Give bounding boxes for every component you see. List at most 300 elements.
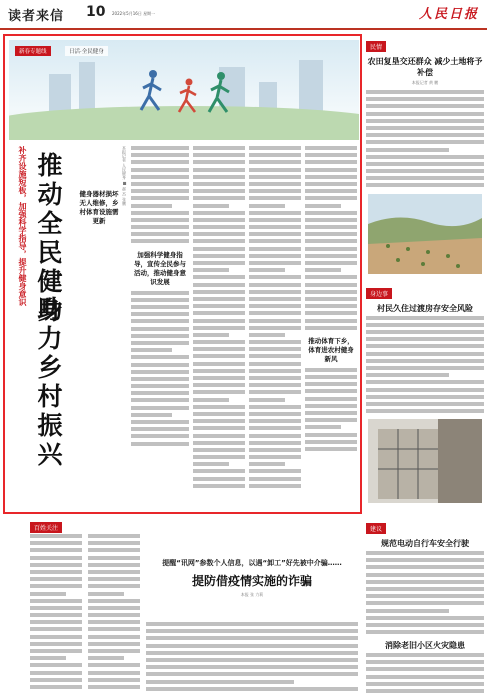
body-text-line [88,649,140,653]
bottom-section [0,518,487,700]
article-column-2 [131,146,189,506]
body-text-line [131,312,189,316]
body-text-line [305,311,357,315]
body-text-line [249,333,285,337]
body-text-line [249,419,301,423]
body-text-line [131,239,189,243]
body-text-line [305,397,357,401]
body-text-line [146,636,358,640]
body-text-line [193,290,245,294]
article-byline: 本报记者 人民健身 ■ 郝 杰 张鹏 [122,146,127,206]
body-text-line [146,680,294,684]
body-text-line [131,232,189,236]
pullquote: 加强科学健身指导，宣传全民参与活动，推动健身意识发展 [134,250,186,286]
body-text-line [249,175,301,179]
body-text-line [249,376,301,380]
feature-headline-block [13,146,69,506]
article-headline[interactable]: 规范电动自行车安全行驶 [381,539,469,548]
body-text-line [366,380,484,384]
body-text-line [249,412,301,416]
body-text-line [88,548,140,552]
body-text-line [88,577,140,581]
body-text-line [305,389,357,393]
body-text-line [88,685,140,689]
body-text-line [30,613,82,617]
article-headline[interactable]: 村民久住过渡房存安全风险 [377,303,473,313]
body-text-line [193,146,245,150]
body-text-line [131,420,189,424]
body-text-line [249,160,301,164]
body-text-line [193,254,245,258]
body-text-line [366,366,484,370]
article-headline[interactable]: 农田复垦交还群众 减少土地将予补偿 [367,57,483,77]
body-text-line [193,369,245,373]
body-text-line [88,599,140,603]
body-text-line [305,153,357,157]
body-text-line [193,412,245,416]
body-text-line [249,426,301,430]
body-text-line [366,388,484,392]
body-text-line [30,548,82,552]
body-text-line [88,534,140,538]
body-text-line [131,189,189,193]
body-text-line [305,418,357,422]
body-text-line [30,556,82,560]
article-byline: 本报记者 黄 鹏 [411,80,439,85]
body-text-line [193,232,245,236]
body-text-line [366,653,484,657]
body-text-line [193,297,245,301]
body-text-line [88,592,124,596]
body-text-line [305,254,357,258]
body-text-line [366,601,484,605]
body-text-line [30,577,82,581]
body-text-line [131,377,189,381]
body-text-line [366,580,484,584]
body-text-line [249,168,301,172]
body-text-line [193,448,245,452]
body-text-line [249,239,301,243]
body-text-line [30,627,82,631]
body-text-line [366,630,484,634]
body-text-line [131,406,189,410]
body-text-line [305,160,357,164]
body-text-line [30,685,82,689]
body-text-line [193,168,245,172]
body-text-line [249,434,301,438]
body-text-line [131,334,189,338]
bottom-column-3 [146,622,358,694]
body-text-line [249,196,301,200]
issue-date: 2022年5月16日 星期一 [112,11,156,16]
body-text-line [366,675,484,679]
body-text-line [193,275,245,279]
farmland-photo [368,194,482,274]
body-text-line [305,268,341,272]
body-text-line [131,196,189,200]
runners-icon [139,66,249,126]
body-text-line [193,390,245,394]
body-text-line [193,283,245,287]
body-text-line [305,146,357,150]
body-text-line [146,644,358,648]
body-text-line [30,642,82,646]
body-text-line [193,196,245,200]
body-text-line [193,160,245,164]
body-text-line [30,592,66,596]
body-text-line [366,667,484,671]
body-text-line [305,275,357,279]
bottom-right [366,516,484,696]
body-text-line [193,340,245,344]
feature-article[interactable] [3,34,362,514]
bottom-column-2 [88,534,140,694]
body-text-line [249,383,301,387]
body-text-line [30,599,82,603]
body-text-line [193,204,229,208]
body-text-line [305,204,341,208]
body-text-line [131,153,189,157]
body-text-line [305,182,357,186]
body-text-line [249,225,301,229]
body-text-line [366,112,484,116]
bottom-kicker-line: 提醒“讯网”参数个人信息，以遇“卸工”好先被中介骗…… [162,559,342,567]
section-kicker: 身边事 [366,288,392,299]
body-text-line [88,642,140,646]
body-text-line [193,347,245,351]
body-text-line [305,433,357,437]
body-text-line [146,651,358,655]
body-text-line [193,182,245,186]
body-text-line [249,448,301,452]
body-text-line [305,175,357,179]
body-text-line [366,587,484,591]
body-text-line [305,447,357,451]
body-text-line [30,663,82,667]
section-kicker: 民情 [366,41,386,52]
pullquote: 健身器材损坏无人维修，乡村体育设施需更新 [79,190,119,225]
body-text-line [193,469,245,473]
body-text-line [131,168,189,172]
body-text-line [88,556,140,560]
body-text-line [249,297,301,301]
body-text-line [30,563,82,567]
body-text-line [30,656,66,660]
body-text-line [88,584,140,588]
body-text-line [249,441,301,445]
body-text-line [30,635,82,639]
body-text-line [249,326,301,330]
body-text-line [193,426,245,430]
body-text-line [131,211,189,215]
body-text-line [366,573,484,577]
body-text-line [249,354,301,358]
body-text-line [305,297,357,301]
body-text-line [193,333,229,337]
body-text-line [30,620,82,624]
feature-headline-line2: 助力乡村振兴 [34,296,63,470]
body-text-line [366,344,484,348]
body-text-line [193,419,245,423]
body-text-line [131,348,172,352]
pullquote: 推动体育下乡，体育进农村健身新风 [308,336,354,363]
body-text-line [366,558,484,562]
body-text-line [88,635,140,639]
body-text-line [366,551,484,555]
body-text-line [131,319,189,323]
body-text-line [305,189,357,193]
body-text-line [30,671,82,675]
body-text-line [249,146,301,150]
body-text-line [131,398,189,402]
feature-tag: 新春专题线 [15,46,51,56]
body-text-line [366,409,484,413]
body-text-line [30,678,82,682]
body-text-line [305,326,357,330]
body-text-line [366,140,484,144]
body-text-line [30,649,82,653]
house-photo [368,419,482,503]
body-text-line [305,261,357,265]
body-text-line [193,362,245,366]
body-text-line [305,425,341,429]
article-column-5 [305,146,357,506]
body-text-line [305,239,357,243]
body-text-line [366,183,484,187]
body-text-line [366,133,484,137]
body-text-line [30,584,82,588]
body-text-line [146,622,358,626]
body-text-line [249,232,301,236]
body-text-line [249,261,301,265]
article-column-4 [249,146,301,506]
body-text-line [366,119,484,123]
body-text-line [146,672,358,676]
article-column-3 [193,146,245,506]
body-text-line [305,283,357,287]
body-text-line [366,155,484,159]
newspaper-logo: 人民日报 [418,7,479,22]
body-text-line [131,427,189,431]
body-text-line [88,663,140,667]
body-text-line [305,290,357,294]
body-text-line [193,319,245,323]
body-text-line [131,363,189,367]
body-text-line [193,455,245,459]
body-text-line [305,232,357,236]
body-text-line [30,541,82,545]
body-text-line [30,534,82,538]
body-text-line [193,247,245,251]
body-text-line [249,347,301,351]
body-text-line [249,218,301,222]
body-text-line [366,330,484,334]
body-text-line [193,383,245,387]
body-text-line [366,323,484,327]
body-text-line [193,376,245,380]
body-text-line [88,606,140,610]
body-text-line [249,319,301,323]
article-column-1 [75,146,127,506]
body-text-line [88,541,140,545]
body-text-line [249,311,301,315]
body-text-line [88,620,140,624]
body-text-line [193,239,245,243]
article-headline[interactable]: 消除老旧小区火灾隐患 [385,641,465,651]
body-text-line [131,442,189,446]
body-text-line [249,189,301,193]
body-text-line [249,247,301,251]
body-text-line [366,594,484,598]
body-text-line [131,160,189,164]
body-text-line [249,275,301,279]
body-text-line [193,398,229,402]
body-text-line [131,298,189,302]
body-text-line [249,455,301,459]
section-kicker: 百姓关注 [30,522,62,533]
feature-banner-illustration [9,40,359,140]
body-text-line [305,375,357,379]
body-text-line [366,97,484,101]
body-text-line [249,283,301,287]
body-text-line [366,373,449,377]
feature-subheadline: 补齐设施短板，加强科学指导，提升健身意识 [18,146,27,306]
body-text-line [193,261,245,265]
section-kicker: 建议 [366,523,386,534]
body-text-line [193,225,245,229]
bottom-feature[interactable] [146,558,358,618]
body-text-line [193,484,245,488]
body-text-line [193,354,245,358]
body-text-line [88,678,140,682]
body-text-line [366,162,484,166]
body-text-line [249,290,301,294]
body-text-line [131,355,189,359]
body-text-line [193,405,245,409]
body-text-line [131,327,189,331]
body-text-line [366,337,484,341]
body-text-line [193,268,229,272]
body-text-line [249,369,301,373]
body-text-line [366,148,449,152]
body-text-line [305,196,357,200]
body-text-line [131,182,189,186]
body-text-line [249,304,301,308]
body-text-line [193,153,245,157]
body-text-line [366,352,484,356]
body-text-line [131,370,189,374]
body-text-line [305,225,357,229]
body-text-line [305,368,357,372]
body-text-line [131,204,172,208]
body-text-line [305,218,357,222]
bottom-byline: 本报 张 力莉 [240,592,264,597]
body-text-line [305,211,357,215]
body-text-line [249,211,301,215]
body-text-line [249,204,285,208]
body-text-line [249,153,301,157]
body-text-line [131,413,172,417]
body-text-line [193,326,245,330]
body-text-line [131,384,189,388]
body-text-line [366,395,484,399]
body-text-line [193,441,245,445]
right-column [366,34,484,514]
bottom-column-1 [30,534,82,694]
body-text-line [249,484,301,488]
body-text-line [131,391,189,395]
body-text-line [88,570,140,574]
body-text-line [131,305,189,309]
body-text-line [249,477,301,481]
body-text-line [193,434,245,438]
bottom-headline: 提防借疫情实施的诈骗 [191,574,312,588]
body-text-line [249,469,301,473]
feature-headline-line1: 推动全民健身 [34,152,63,326]
body-text-line [366,660,484,664]
body-text-line [193,218,245,222]
body-text-line [366,169,484,173]
body-text-line [131,218,189,222]
body-text-line [249,268,285,272]
body-text-line [305,404,357,408]
body-text-line [305,247,357,251]
body-text-line [88,671,140,675]
body-text-line [193,462,229,466]
section-title: 读者来信 [8,9,65,24]
body-text-line [366,616,484,620]
body-text-line [366,104,484,108]
body-text-line [193,189,245,193]
body-text-line [249,340,301,344]
body-text-line [305,382,357,386]
body-text-line [249,405,301,409]
feature-subtag: 日活·全民健身 [65,46,108,56]
body-text-line [249,182,301,186]
body-text-line [193,304,245,308]
body-text-line [305,440,357,444]
body-text-line [249,390,301,394]
body-text-line [366,176,484,180]
body-text-line [366,565,484,569]
body-text-line [193,477,245,481]
masthead [0,0,487,30]
page-number: 10 [86,4,106,20]
body-text-line [131,175,189,179]
body-text-line [88,627,140,631]
body-text-line [249,362,301,366]
body-text-line [366,682,484,686]
body-text-line [146,658,358,662]
body-text-line [193,211,245,215]
body-text-line [193,311,245,315]
body-text-line [131,225,189,229]
body-text-line [305,304,357,308]
body-text-line [366,609,449,613]
body-text-line [88,613,140,617]
body-text-line [366,90,484,94]
body-text-line [366,126,484,130]
body-text-line [249,462,285,466]
body-text-line [88,656,124,660]
body-text-line [146,629,358,633]
body-text-line [366,359,484,363]
body-text-line [146,665,358,669]
body-text-line [30,570,82,574]
body-text-line [146,687,358,691]
body-text-line [366,402,484,406]
body-text-line [249,254,301,258]
